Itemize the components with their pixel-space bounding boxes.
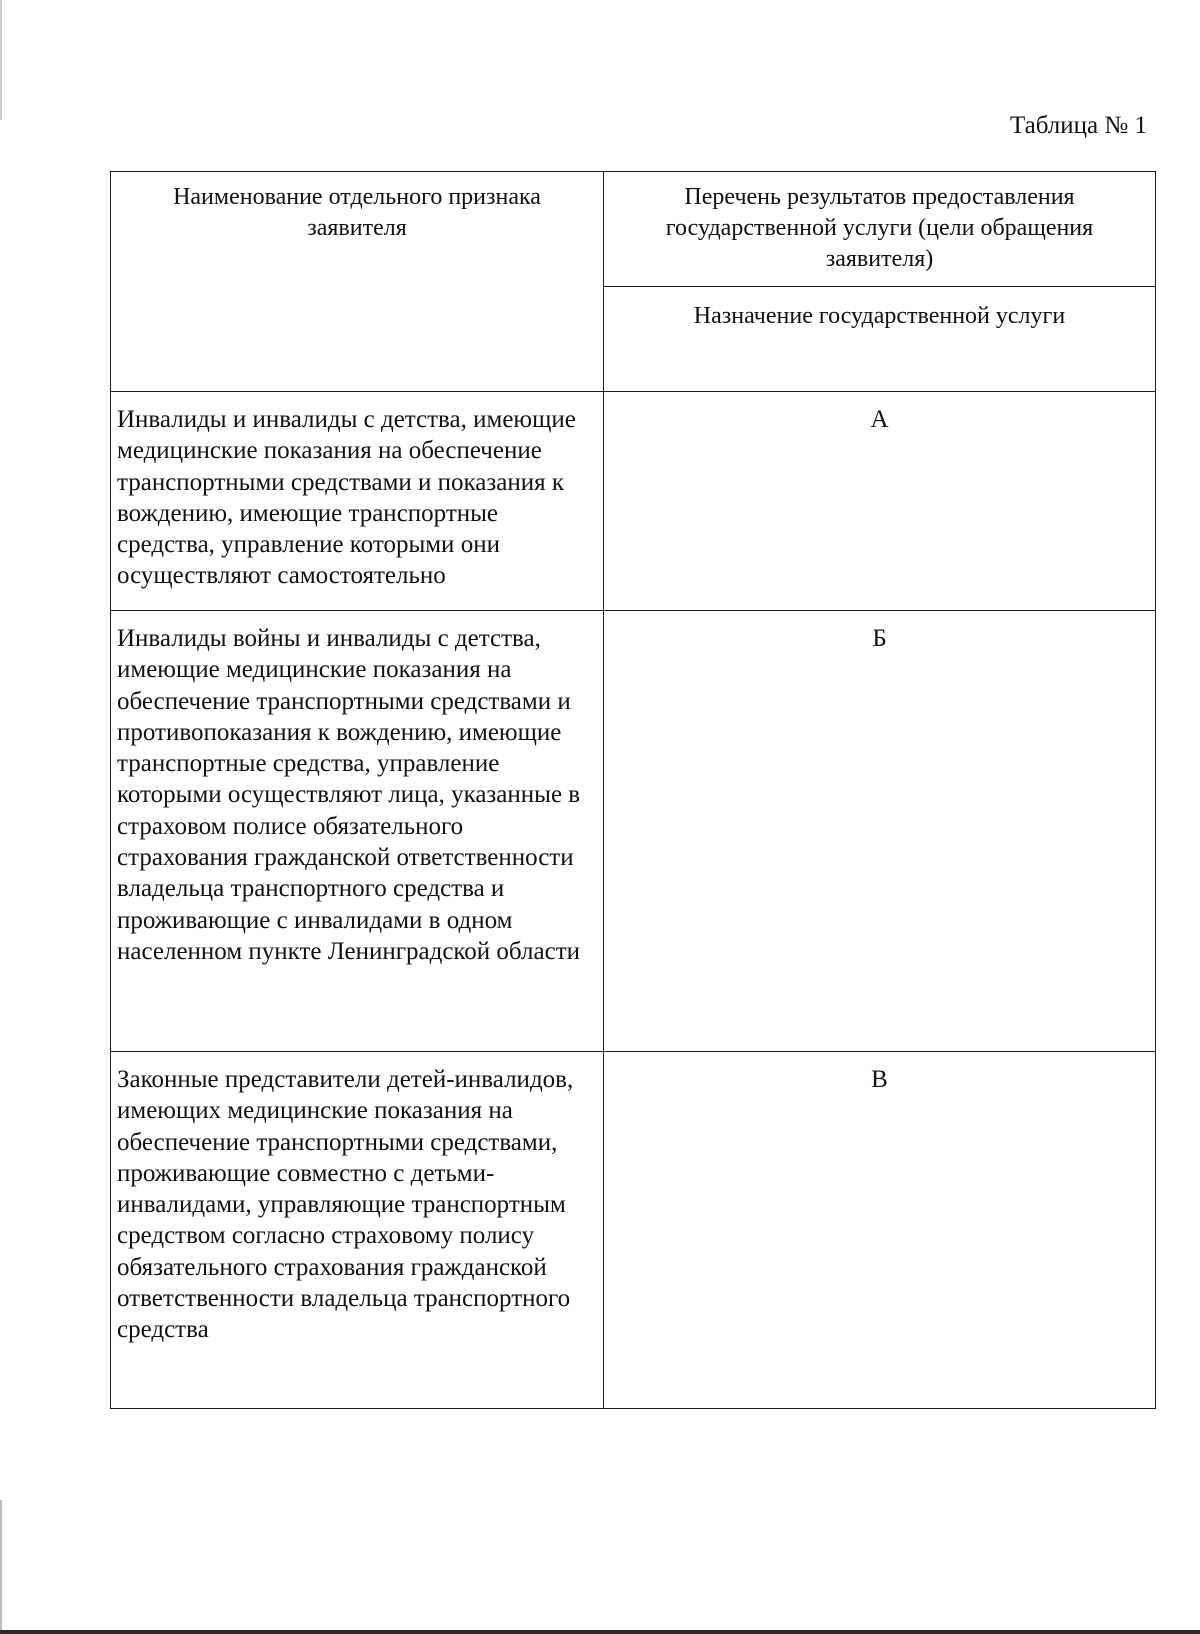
row-service-code: А: [604, 392, 1156, 611]
applicant-signs-table: [110, 171, 1156, 1409]
table-caption: Таблица № 1: [1009, 112, 1147, 139]
row-service-code: В: [604, 1052, 1156, 1409]
row-applicant-sign: Инвалиды войны и инвалиды с детства, имеющие медицинские показания на обеспечение транспортными средствами и противопоказания к вождению, имеющие транспортные средства, управление которыми осуществляют лица, указанные в страховом полисе обязательного страхования гражданской ответственности владельца транспортного средства и проживающие с инвалидами в одном населенном пункте Ленинградской области: [111, 611, 604, 1052]
row-service-code: Б: [604, 611, 1156, 1052]
header-row-1: [111, 172, 1156, 287]
row-applicant-sign: Законные представители детей-инвалидов, имеющих медицинские показания на обеспечение транспортными средствами, проживающие совместно с детьми-инвалидами, управляющие транспортным средством согласно страховому полису обязательного страхования гражданской ответственности владельца транспортного средства: [111, 1052, 604, 1409]
table-row: [111, 611, 1156, 1052]
header-applicant-sign: Наименование отдельного признака заявителя: [111, 172, 604, 392]
table-row: [111, 1052, 1156, 1409]
scan-bottom-edge: [0, 1630, 1200, 1634]
header-results-list: Перечень результатов предоставления государственной услуги (цели обращения заявителя): [604, 172, 1156, 287]
row-applicant-sign: Инвалиды и инвалиды с детства, имеющие медицинские показания на обеспечение транспортными средствами и показания к вождению, имеющие транспортные средства, управление которыми они осуществляют самостоятельно: [111, 392, 604, 611]
header-service-purpose: Назначение государственной услуги: [604, 287, 1156, 392]
table-row: [111, 392, 1156, 611]
scan-left-edge: [0, 0, 2, 1634]
